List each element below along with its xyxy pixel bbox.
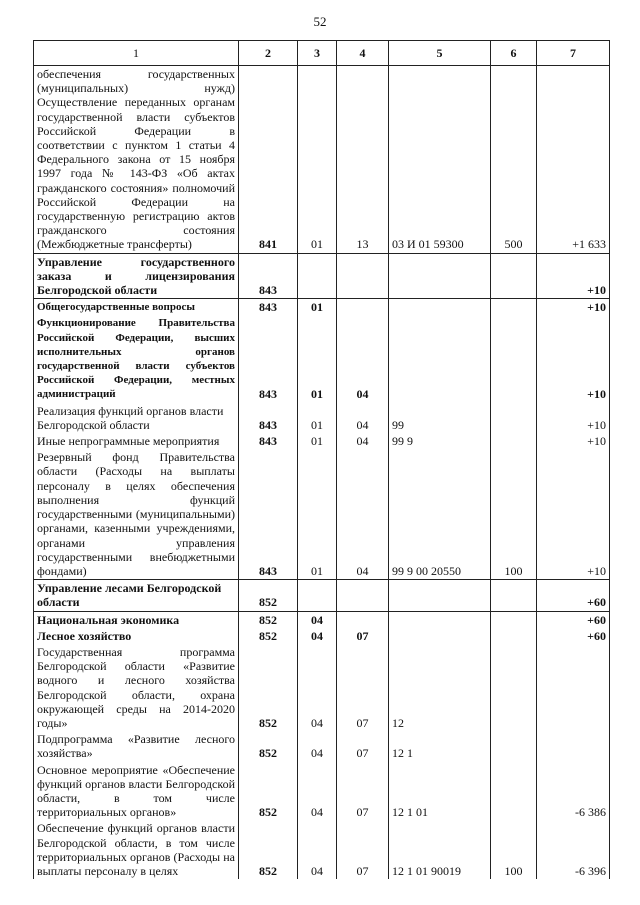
row-amount: +1 633 bbox=[537, 66, 610, 254]
row-target: 03 И 01 59300 bbox=[389, 66, 491, 254]
header-col-5: 5 bbox=[389, 41, 491, 66]
row-target bbox=[389, 580, 491, 611]
row-name: Функционирование Правительства Российской Федерации, высших исполнительных органов государственной власти субъектов Российской Федерации, местных администраций bbox=[34, 315, 239, 402]
page-number: 52 bbox=[313, 14, 327, 29]
row-expense-type bbox=[491, 580, 537, 611]
row-subsection: 07 bbox=[337, 628, 389, 644]
row-section: 04 bbox=[298, 731, 337, 761]
row-expense-type bbox=[491, 762, 537, 821]
row-ministry: 843 bbox=[239, 433, 298, 449]
row-target: 12 1 bbox=[389, 731, 491, 761]
row-subsection bbox=[337, 299, 389, 316]
row-subsection: 13 bbox=[337, 66, 389, 254]
row-ministry: 852 bbox=[239, 611, 298, 628]
row-ministry: 852 bbox=[239, 820, 298, 879]
row-target: 99 9 bbox=[389, 433, 491, 449]
row-target: 12 1 01 bbox=[389, 762, 491, 821]
header-col-7: 7 bbox=[537, 41, 610, 66]
table-row bbox=[34, 580, 610, 611]
row-ministry: 843 bbox=[239, 315, 298, 402]
row-target bbox=[389, 628, 491, 644]
table-row bbox=[34, 611, 610, 628]
table-row bbox=[34, 762, 610, 821]
row-subsection bbox=[337, 253, 389, 299]
row-section: 01 bbox=[298, 449, 337, 579]
row-subsection: 07 bbox=[337, 820, 389, 879]
row-expense-type bbox=[491, 731, 537, 761]
row-name: Обеспечение функций органов власти Белгородской области, в том числе территориальных органов (Расходы на выплаты персоналу в целях bbox=[34, 820, 239, 879]
row-expense-type: 100 bbox=[491, 449, 537, 579]
row-section: 04 bbox=[298, 762, 337, 821]
header-col-3: 3 bbox=[298, 41, 337, 66]
row-name: Управление лесами Белгородской области bbox=[34, 580, 239, 611]
row-target: 12 1 01 90019 bbox=[389, 820, 491, 879]
row-ministry: 852 bbox=[239, 580, 298, 611]
row-subsection bbox=[337, 611, 389, 628]
table-row bbox=[34, 299, 610, 316]
row-amount: +60 bbox=[537, 628, 610, 644]
row-target: 12 bbox=[389, 644, 491, 731]
row-amount bbox=[537, 644, 610, 731]
row-name: Резервный фонд Правительства области (Расходы на выплаты персоналу в целях обеспечения выполнения функций государственными (муниципальными) органами, казенными учреждениями, органами управления государственными внебюджетными фондами) bbox=[34, 449, 239, 579]
row-ministry: 843 bbox=[239, 403, 298, 433]
row-subsection: 04 bbox=[337, 403, 389, 433]
table-row bbox=[34, 66, 610, 254]
row-subsection: 07 bbox=[337, 731, 389, 761]
row-ministry: 852 bbox=[239, 762, 298, 821]
header-row bbox=[34, 41, 610, 66]
row-section: 04 bbox=[298, 628, 337, 644]
row-target bbox=[389, 611, 491, 628]
row-name: Общегосударственные вопросы bbox=[34, 299, 239, 316]
row-ministry: 852 bbox=[239, 644, 298, 731]
row-name: Основное мероприятие «Обеспечение функций органов власти Белгородской области, в том числе территориальных органов» bbox=[34, 762, 239, 821]
row-section: 04 bbox=[298, 644, 337, 731]
row-target: 99 bbox=[389, 403, 491, 433]
row-amount: -6 386 bbox=[537, 762, 610, 821]
table-row bbox=[34, 403, 610, 433]
row-expense-type bbox=[491, 253, 537, 299]
row-name: Управление государственного заказа и лицензирования Белгородской области bbox=[34, 253, 239, 299]
row-name: Лесное хозяйство bbox=[34, 628, 239, 644]
row-amount: +10 bbox=[537, 299, 610, 316]
header-col-1: 1 bbox=[34, 41, 239, 66]
table-row bbox=[34, 449, 610, 579]
table-row bbox=[34, 820, 610, 879]
row-section: 01 bbox=[298, 315, 337, 402]
row-target bbox=[389, 315, 491, 402]
row-amount: +10 bbox=[537, 315, 610, 402]
row-section: 01 bbox=[298, 433, 337, 449]
row-target: 99 9 00 20550 bbox=[389, 449, 491, 579]
header-col-2: 2 bbox=[239, 41, 298, 66]
row-expense-type bbox=[491, 628, 537, 644]
row-section bbox=[298, 580, 337, 611]
row-name: Подпрограмма «Развитие лесного хозяйства» bbox=[34, 731, 239, 761]
row-amount: +10 bbox=[537, 433, 610, 449]
row-amount: +10 bbox=[537, 253, 610, 299]
row-ministry: 841 bbox=[239, 66, 298, 254]
table-row bbox=[34, 628, 610, 644]
row-name: Реализация функций органов власти Белгородской области bbox=[34, 403, 239, 433]
row-section: 01 bbox=[298, 403, 337, 433]
row-name: обеспечения государственных (муниципальных) нужд) Осуществление переданных органам государственной власти субъектов Российской Федерации в соответствии с пунктом 1 статьи 4 Федерального закона от 15 ноября 1997 года № 143-ФЗ «Об актах гражданского состояния» полномочий Российской Федерации на государственную регистрацию актов гражданского состояния (Межбюджетные трансферты) bbox=[34, 66, 239, 254]
table-row bbox=[34, 644, 610, 731]
row-amount: +60 bbox=[537, 611, 610, 628]
row-section: 04 bbox=[298, 820, 337, 879]
row-section: 04 bbox=[298, 611, 337, 628]
row-ministry: 843 bbox=[239, 299, 298, 316]
row-subsection: 07 bbox=[337, 644, 389, 731]
row-target bbox=[389, 299, 491, 316]
row-expense-type bbox=[491, 611, 537, 628]
row-expense-type bbox=[491, 315, 537, 402]
row-ministry: 843 bbox=[239, 253, 298, 299]
row-ministry: 843 bbox=[239, 449, 298, 579]
budget-table bbox=[33, 40, 610, 879]
row-amount: +10 bbox=[537, 403, 610, 433]
table-row bbox=[34, 433, 610, 449]
row-subsection: 04 bbox=[337, 315, 389, 402]
row-amount: +60 bbox=[537, 580, 610, 611]
row-expense-type bbox=[491, 644, 537, 731]
row-section: 01 bbox=[298, 299, 337, 316]
table-row bbox=[34, 315, 610, 402]
row-ministry: 852 bbox=[239, 731, 298, 761]
row-expense-type bbox=[491, 433, 537, 449]
row-subsection: 07 bbox=[337, 762, 389, 821]
row-name: Государственная программа Белгородской области «Развитие водного и лесного хозяйства Белгородской области, охрана окружающей среды на 2014-2020 годы» bbox=[34, 644, 239, 731]
row-section bbox=[298, 253, 337, 299]
row-expense-type bbox=[491, 299, 537, 316]
row-name: Национальная экономика bbox=[34, 611, 239, 628]
row-ministry: 852 bbox=[239, 628, 298, 644]
row-name: Иные непрограммные мероприятия bbox=[34, 433, 239, 449]
table-row bbox=[34, 731, 610, 761]
row-section: 01 bbox=[298, 66, 337, 254]
row-amount: +10 bbox=[537, 449, 610, 579]
row-amount bbox=[537, 731, 610, 761]
row-expense-type: 500 bbox=[491, 66, 537, 254]
header-col-4: 4 bbox=[337, 41, 389, 66]
row-expense-type: 100 bbox=[491, 820, 537, 879]
row-target bbox=[389, 253, 491, 299]
row-amount: -6 396 bbox=[537, 820, 610, 879]
row-subsection: 04 bbox=[337, 449, 389, 579]
table-row bbox=[34, 253, 610, 299]
header-col-6: 6 bbox=[491, 41, 537, 66]
row-subsection bbox=[337, 580, 389, 611]
row-subsection: 04 bbox=[337, 433, 389, 449]
row-expense-type bbox=[491, 403, 537, 433]
